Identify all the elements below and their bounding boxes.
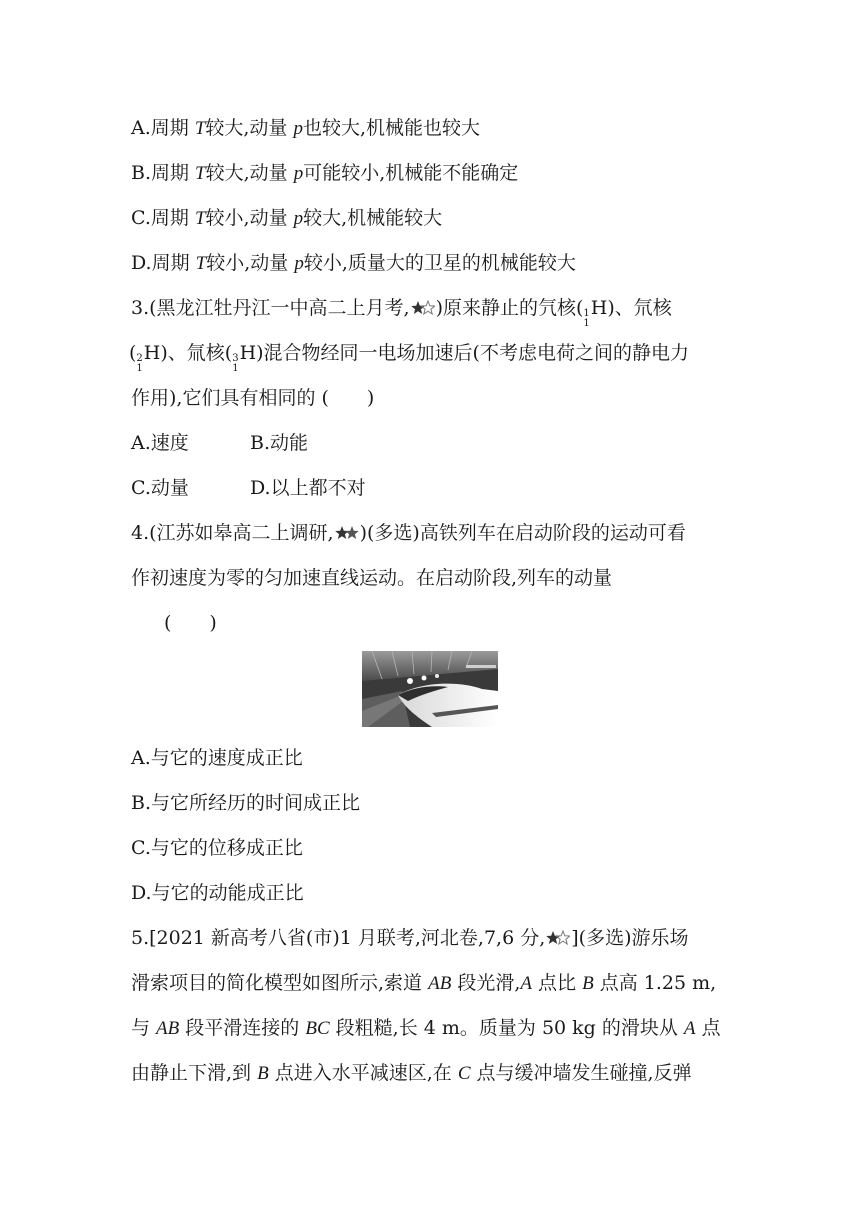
q3-stem-line2: ( 2 1 H)、氚核( 3 1 H)混合物经同一电场加速后(不考虑电荷之间的静电力 — [129, 342, 689, 374]
difficulty-stars-icon — [335, 522, 359, 548]
q4-option-c: C.与它的位移成正比 — [131, 837, 303, 859]
q5-stem-line1: 5.[2021 新高考八省(市)1 月联考,河北卷,7,6 分, ](多选)游乐场 — [131, 925, 689, 953]
difficulty-stars-icon — [411, 297, 435, 323]
q4-stem-line2: 作初速度为零的匀加速直线运动。在启动阶段,列车的动量 — [131, 567, 613, 589]
q5-stem-line3: 与 AB 段平滑连接的 BC 段粗糙,长 4 m。质量为 50 kg 的滑块从 A 点 — [131, 1017, 721, 1039]
q4-option-a: A.与它的速度成正比 — [131, 747, 303, 769]
difficulty-stars-icon — [546, 927, 570, 953]
q4-option-b: B.与它所经历的时间成正比 — [131, 792, 361, 814]
nuclide-notation: 2 1 — [136, 353, 143, 374]
q4-answer-bracket: ( ) — [164, 612, 217, 634]
q4-option-d: D.与它的动能成正比 — [131, 882, 304, 904]
high-speed-train-photo — [362, 651, 498, 727]
q2-option-a: A.周期 T较大,动量 p也较大,机械能也较大 — [131, 117, 481, 139]
nuclide-notation: 3 1 — [232, 353, 239, 374]
q2-option-b: B.周期 T较大,动量 p可能较小,机械能不能确定 — [131, 162, 519, 184]
q2-option-c: C.周期 T较小,动量 p较大,机械能较大 — [131, 207, 443, 229]
q3-option-c: C.动量 — [131, 477, 189, 499]
q3-option-b: B.动能 — [250, 432, 309, 454]
q4-stem-line1: 4.(江苏如皋高二上调研, )(多选)高铁列车在启动阶段的运动可看 — [131, 520, 686, 548]
q3-stem-line3: 作用),它们具有相同的 ( ) — [131, 387, 375, 409]
q3-stem-line1: 3.(黑龙江牡丹江一中高二上月考, )原来静止的氕核( 1 1 H)、氘核 — [131, 297, 672, 329]
nuclide-notation: 1 1 — [583, 308, 590, 329]
q3-option-a: A.速度 — [131, 432, 189, 454]
q5-stem-line4: 由静止下滑,到 B 点进入水平减速区,在 C 点与缓冲墙发生碰撞,反弹 — [131, 1062, 692, 1084]
q3-option-d: D.以上都不对 — [250, 477, 366, 499]
q5-stem-line2: 滑索项目的简化模型如图所示,索道 AB 段光滑,A 点比 B 点高 1.25 m, — [131, 972, 717, 994]
q2-option-d: D.周期 T较小,动量 p较小,质量大的卫星的机械能较大 — [131, 252, 576, 274]
